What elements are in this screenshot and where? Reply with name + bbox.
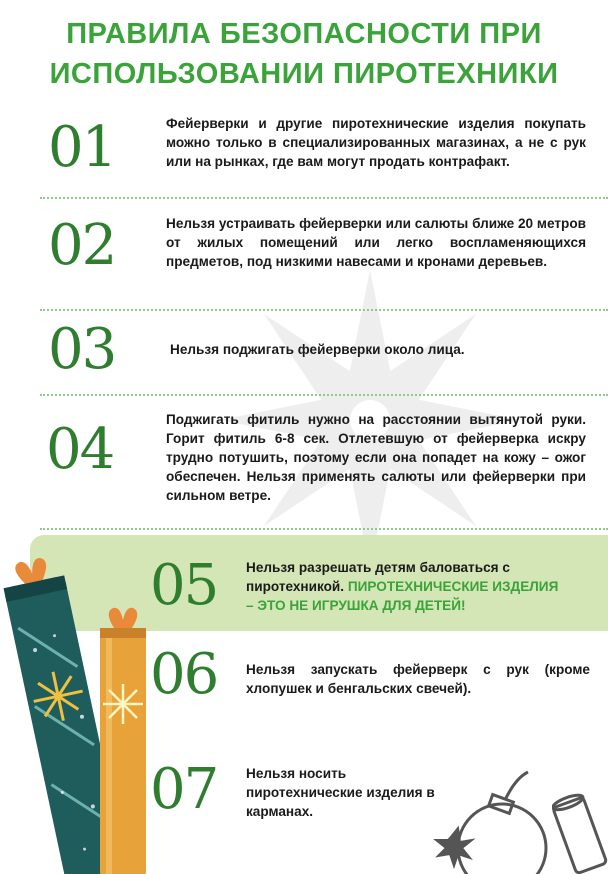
- rule-text-main: Нельзя разрешать детям баловаться с пиротехникой.: [246, 560, 510, 594]
- divider: [40, 309, 608, 311]
- rule-number: 01: [48, 115, 116, 180]
- rule-number: 04: [46, 417, 114, 482]
- rule-number: 02: [48, 213, 116, 278]
- rule-text: Нельзя устраивать фейерверки или салюты ближе 20 метров от жилых помещений или легко воспламеняющихся предметов, под низкими навесами и кронами деревьев.: [166, 216, 586, 269]
- rule-text: [246, 558, 566, 615]
- divider: [40, 528, 608, 530]
- rule-text-highlight: ПИРОТЕХНИЧЕСКИЕ ИЗДЕЛИЯ – ЭТО НЕ ИГРУШКА ДЛЯ ДЕТЕЙ!: [246, 579, 559, 613]
- page-title-line1: ПРАВИЛА БЕЗОПАСНОСТИ ПРИ: [66, 18, 542, 50]
- page-title: [0, 14, 608, 94]
- divider: [40, 394, 608, 396]
- firecracker-icon: [552, 786, 608, 874]
- rule-text: Нельзя запускать фейерверк с рук (кроме хлопушек и бенгальских свечей).: [246, 662, 590, 696]
- page-title-line2: ИСПОЛЬЗОВАНИИ ПИРОТЕХНИКИ: [49, 58, 559, 90]
- rule-number: 06: [150, 642, 218, 707]
- rule-number: 05: [150, 553, 218, 618]
- orange-rocket-icon: [88, 604, 160, 874]
- rule-number: 07: [150, 757, 218, 822]
- rule-number: 03: [48, 317, 116, 382]
- divider: [40, 197, 608, 199]
- rule-text: Поджигать фитиль нужно на расстоянии вытянутой руки. Горит фитиль 6-8 сек. Отлетевшую от фейерверка искру трудно потушить, поэтому если она попадет на кожу – ожог обеспечен. Нельзя применять салюты или фейерверки при сильном ветре.: [166, 412, 586, 503]
- rule-text: Фейерверки и другие пиротехнические изделия покупать можно только в специализированных магазинах, а не с рук или на рынках, где вам могут продать контрафакт.: [166, 116, 586, 169]
- rule-text: Нельзя носить пиротехнические изделия в карманах.: [246, 766, 435, 819]
- rule-text: Нельзя поджигать фейерверки около лица.: [170, 342, 465, 357]
